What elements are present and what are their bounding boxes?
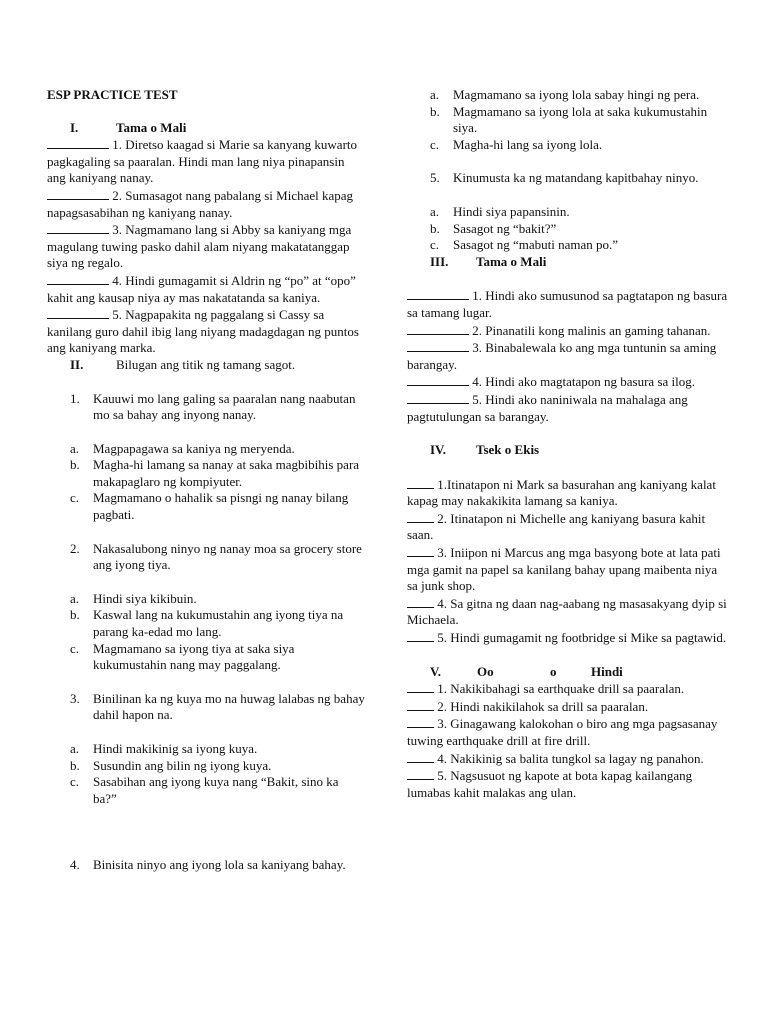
item-text: 2. Pinanatili kong malinis an gaming tahanan. bbox=[472, 322, 711, 338]
check-x-item bbox=[407, 629, 729, 647]
item-text: 5. Nagsusuot ng kapote at bota kapag kailangang lumabas kahit malakas ang ulan. bbox=[407, 768, 693, 800]
option[interactable] bbox=[407, 204, 729, 221]
answer-blank[interactable] bbox=[47, 306, 109, 319]
answer-blank[interactable] bbox=[407, 322, 469, 335]
option-text: Magha-hi lamang sa nanay at saka magbibihis para makapaglaro ng kompiyuter. bbox=[93, 457, 360, 489]
option-text: Sasagot ng “bakit?” bbox=[453, 220, 557, 236]
item-text: 4. Hindi ako magtatapon ng basura sa ilog. bbox=[472, 374, 696, 390]
option[interactable] bbox=[47, 591, 365, 608]
option[interactable] bbox=[47, 641, 365, 674]
option-text: Kaswal lang na kukumustahin ang iyong tiya na parang ka-edad mo lang. bbox=[93, 607, 344, 640]
option-list bbox=[407, 87, 729, 153]
yes-no-item bbox=[407, 680, 729, 698]
check-x-item bbox=[407, 595, 729, 629]
item-text: 3. Iniipon ni Marcus ang mga basyong bote at lata pati mga gamit na papel sa kanilang bahay upang maibenta niya sa junk shop. bbox=[407, 545, 721, 594]
option[interactable] bbox=[47, 441, 365, 458]
option[interactable] bbox=[47, 758, 365, 775]
option-text: Magmamano sa iyong tiya at saka siya kukumustahin nang may paggalang. bbox=[93, 640, 295, 673]
item-text: 4. Hindi gumagamit si Aldrin ng “po” at “opo” kahit ang kausap niya ay mas nakatatanda sa kaniya. bbox=[47, 272, 356, 305]
question-text: Binilinan ka ng kuya mo na huwag lalabas ng bahay dahil hapon na. bbox=[93, 690, 365, 723]
option-text: Magmamano sa iyong lola sabay hingi ng pera. bbox=[453, 87, 700, 102]
true-false-item bbox=[47, 136, 365, 187]
question-text: Kauuwi mo lang galing sa paaralan nang naabutan mo sa bahay ang inyong nanay. bbox=[93, 390, 356, 423]
question bbox=[407, 170, 729, 187]
option-text: Magmamano o hahalik sa pisngi ng nanay bilang pagbati. bbox=[93, 490, 349, 523]
item-text: 3. Nagmamano lang si Abby sa kaniyang mga magulang tuwing pasko dahil alam niyang makatatanggap siya ng regalo. bbox=[47, 222, 352, 271]
true-false-item bbox=[47, 221, 365, 272]
section-title-no: Hindi bbox=[591, 663, 623, 679]
true-false-item bbox=[47, 306, 365, 357]
true-false-item bbox=[407, 391, 729, 425]
option[interactable] bbox=[47, 607, 365, 640]
section-number: V. bbox=[430, 663, 441, 679]
option-letter: c. bbox=[70, 774, 80, 790]
option-list bbox=[47, 441, 365, 524]
question bbox=[47, 541, 365, 574]
answer-blank[interactable] bbox=[407, 680, 434, 693]
option-text: Magpapagawa sa kaniya ng meryenda. bbox=[93, 440, 295, 456]
question-number: 5. bbox=[430, 170, 440, 186]
option[interactable] bbox=[407, 137, 729, 154]
section-number: I. bbox=[70, 119, 79, 135]
answer-blank[interactable] bbox=[407, 510, 434, 523]
right-column bbox=[407, 87, 729, 801]
answer-blank[interactable] bbox=[407, 476, 434, 489]
option-letter: a. bbox=[430, 203, 440, 219]
item-text: 4. Sa gitna ng daan nag-aabang ng masasakyang dyip si Michaela. bbox=[407, 595, 727, 628]
check-x-item bbox=[407, 544, 729, 595]
section-number: II. bbox=[70, 356, 84, 372]
yes-no-item bbox=[407, 715, 729, 749]
item-text: 2. Itinatapon ni Michelle ang kaniyang basura kahit saan. bbox=[407, 510, 706, 543]
option[interactable] bbox=[407, 87, 729, 104]
option-letter: a. bbox=[430, 87, 440, 102]
yes-no-item bbox=[407, 698, 729, 716]
option-text: Magha-hi lang sa iyong lola. bbox=[453, 136, 603, 152]
item-text: 2. Sumasagot nang pabalang si Michael kapag napagsasabihan ng kaniyang nanay. bbox=[47, 187, 354, 220]
item-text: 1. Diretso kaagad si Marie sa kanyang kuwarto pagkagaling sa paaralan. Hindi man lang niya pinapansin ang kaniyang nanay. bbox=[47, 137, 358, 186]
section-number: III. bbox=[430, 253, 449, 269]
true-false-item bbox=[407, 339, 729, 373]
option-text: Hindi makikinig sa iyong kuya. bbox=[93, 741, 258, 756]
item-text: 1.Itinatapon ni Mark sa basurahan ang kaniyang kalat kapag may nakakikita lamang sa kaniya. bbox=[407, 476, 716, 509]
section-3-heading bbox=[407, 254, 729, 271]
answer-blank[interactable] bbox=[407, 629, 434, 642]
option-letter: b. bbox=[70, 757, 80, 773]
left-column bbox=[47, 87, 365, 891]
item-text: 5. Hindi gumagamit ng footbridge si Mike sa pagtawid. bbox=[437, 630, 727, 646]
answer-blank[interactable] bbox=[407, 698, 434, 711]
option-letter: c. bbox=[70, 640, 80, 656]
option-letter: b. bbox=[70, 607, 80, 623]
answer-blank[interactable] bbox=[407, 715, 434, 728]
true-false-item bbox=[407, 287, 729, 321]
question bbox=[47, 857, 365, 874]
section-title: Tama o Mali bbox=[476, 253, 547, 269]
option[interactable] bbox=[407, 104, 729, 137]
answer-blank[interactable] bbox=[47, 187, 109, 200]
item-text: 1. Nakikibahagi sa earthquake drill sa paaralan. bbox=[437, 681, 685, 697]
item-text: 3. Binabalewala ko ang mga tuntunin sa aming barangay. bbox=[407, 340, 717, 372]
option[interactable] bbox=[47, 457, 365, 490]
yes-no-item bbox=[407, 767, 729, 801]
option-text: Hindi siya papansinin. bbox=[453, 203, 570, 219]
section-4-heading bbox=[407, 442, 729, 459]
answer-blank[interactable] bbox=[407, 595, 434, 608]
option[interactable] bbox=[47, 741, 365, 758]
section-5-heading bbox=[407, 664, 729, 681]
option-text: Susundin ang bilin ng iyong kuya. bbox=[93, 757, 272, 773]
option[interactable] bbox=[407, 221, 729, 238]
option[interactable] bbox=[407, 237, 729, 254]
item-text: 1. Hindi ako sumusunod sa pagtatapon ng basura sa tamang lugar. bbox=[407, 288, 728, 320]
option-letter: c. bbox=[430, 237, 440, 253]
question bbox=[47, 391, 365, 424]
answer-blank[interactable] bbox=[407, 544, 434, 557]
question-text: Binisita ninyo ang iyong lola sa kaniyang bahay. bbox=[93, 857, 346, 873]
item-text: 4. Nakikinig sa balita tungkol sa lagay ng panahon. bbox=[437, 750, 704, 766]
yes-no-item bbox=[407, 750, 729, 768]
answer-blank[interactable] bbox=[407, 339, 469, 352]
option-letter: a. bbox=[70, 741, 80, 756]
section-title: Bilugan ang titik ng tamang sagot. bbox=[116, 356, 296, 372]
item-text: 2. Hindi nakikilahok sa drill sa paaralan. bbox=[437, 698, 649, 714]
answer-blank[interactable] bbox=[47, 221, 109, 234]
question-text: Nakasalubong ninyo ng nanay moa sa grocery store ang iyong tiya. bbox=[93, 540, 362, 573]
true-false-item bbox=[47, 187, 365, 221]
question-text: Kinumusta ka ng matandang kapitbahay ninyo. bbox=[453, 170, 699, 186]
item-text: 5. Hindi ako naniniwala na mahalaga ang pagtutulungan sa barangay. bbox=[407, 391, 688, 424]
true-false-item bbox=[47, 272, 365, 306]
answer-blank[interactable] bbox=[47, 136, 109, 149]
option[interactable] bbox=[47, 774, 365, 807]
question bbox=[47, 691, 365, 724]
section-title: Tama o Mali bbox=[116, 119, 187, 135]
section-title-yes: Oo bbox=[477, 663, 494, 679]
true-false-item bbox=[407, 322, 729, 340]
answer-blank[interactable] bbox=[407, 767, 434, 780]
section-title-or: o bbox=[550, 663, 557, 679]
option-letter: b. bbox=[70, 457, 80, 473]
option-letter: a. bbox=[70, 590, 80, 606]
section-number: IV. bbox=[430, 442, 447, 458]
option-letter: a. bbox=[70, 440, 80, 456]
answer-blank[interactable] bbox=[407, 287, 469, 300]
option-list bbox=[47, 591, 365, 674]
check-x-item bbox=[407, 476, 729, 510]
question-number: 3. bbox=[70, 690, 80, 706]
option-text: Hindi siya kikibuin. bbox=[93, 590, 197, 606]
section-2-heading bbox=[47, 357, 365, 374]
item-text: 3. Ginagawang kalokohan o biro ang mga pagsasanay tuwing earthquake drill at fire drill. bbox=[407, 716, 718, 748]
answer-blank[interactable] bbox=[407, 750, 434, 763]
option-letter: b. bbox=[430, 103, 440, 119]
option-text: Sasabihan ang iyong kuya nang “Bakit, sino ka ba?” bbox=[93, 774, 339, 806]
option[interactable] bbox=[47, 490, 365, 523]
answer-blank[interactable] bbox=[47, 272, 109, 285]
option-letter: b. bbox=[430, 220, 440, 236]
option-text: Sasagot ng “mabuti naman po.” bbox=[453, 237, 618, 253]
question-number: 1. bbox=[70, 390, 80, 406]
section-title: Tsek o Ekis bbox=[476, 442, 540, 458]
section-1-heading bbox=[47, 120, 365, 137]
question-number: 4. bbox=[70, 857, 80, 873]
option-letter: c. bbox=[430, 136, 440, 152]
page-title: ESP PRACTICE TEST bbox=[47, 87, 178, 102]
option-letter: c. bbox=[70, 490, 80, 506]
true-false-item bbox=[407, 373, 729, 391]
check-x-item bbox=[407, 510, 729, 544]
option-list bbox=[407, 204, 729, 254]
question-number: 2. bbox=[70, 540, 80, 556]
option-list bbox=[47, 741, 365, 807]
item-text: 5. Nagpapakita ng paggalang si Cassy sa kanilang guro dahil ibig lang niyang madagdagan ng puntos ang kaniyang marka. bbox=[47, 307, 359, 356]
answer-blank[interactable] bbox=[407, 373, 469, 386]
answer-blank[interactable] bbox=[407, 391, 469, 404]
option-text: Magmamano sa iyong lola at saka kukumustahin siya. bbox=[453, 103, 708, 136]
